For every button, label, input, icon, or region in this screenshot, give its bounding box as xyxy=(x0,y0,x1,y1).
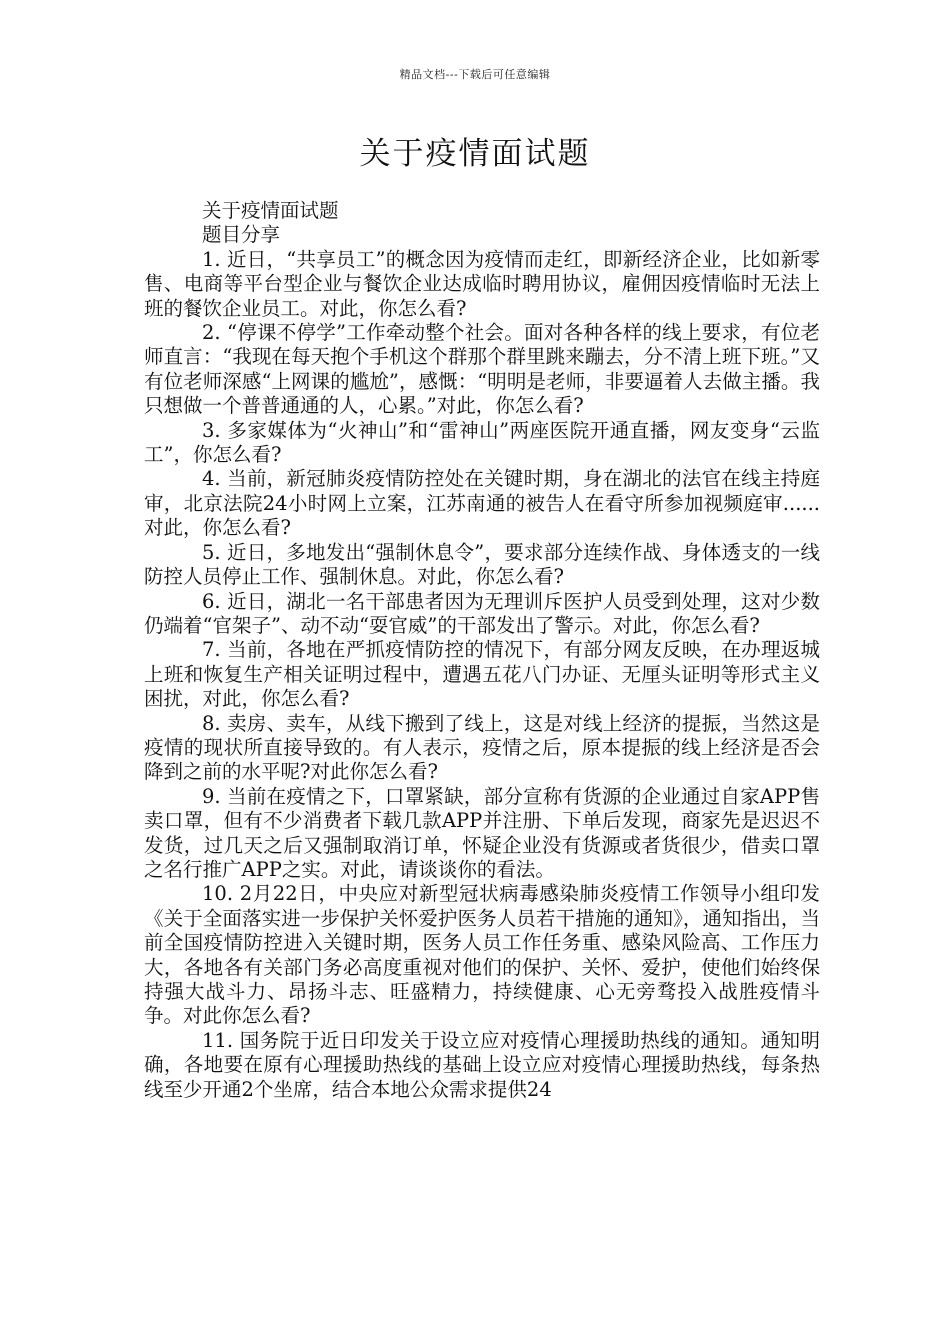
section-label: 题目分享 xyxy=(202,223,281,247)
question-paragraph: 2. “停课不停学”工作牵动整个社会。面对各种各样的线上要求，有位老师直言：“我现在每天抱个手机这个群那个群里跳来蹦去，分不清上班下班。”又有位老师深感“上网课的尴尬”，感慨：“明明是老师，非要逼着人去做主播。我只想做一个普普通通的人，心累。”对此，你怎么看? xyxy=(144,321,820,418)
question-paragraph: 1. 近日，“共享员工”的概念因为疫情而走红，即新经济企业，比如新零售、电商等平台型企业与餐饮企业达成临时聘用协议，雇佣因疫情临时无法上班的餐饮企业员工。对此，你怎么看? xyxy=(144,247,820,320)
question-paragraph: 6. 近日，湖北一名干部患者因为无理训斥医护人员受到处理，这对少数仍端着“官架子”、动不动“耍官威”的干部发出了警示。对此，你怎么看? xyxy=(144,589,820,637)
question-paragraph: 8. 卖房、卖车，从线下搬到了线上，这是对线上经济的提振，当然这是疫情的现状所直接导致的。有人表示，疫情之后，原本提振的线上经济是否会降到之前的水平呢?对此你怎么看? xyxy=(144,711,820,784)
document-title: 关于疫情面试题 xyxy=(359,136,591,172)
question-paragraph: 5. 近日，多地发出“强制休息令”，要求部分连续作战、身体透支的一线防控人员停止工作、强制休息。对此，你怎么看? xyxy=(144,540,820,589)
page-header: 精品文档---下载后可任意编辑 xyxy=(399,68,551,81)
document-subtitle: 关于疫情面试题 xyxy=(202,199,339,222)
question-paragraph: 7. 当前，各地在严抓疫情防控的情况下，有部分网友反映，在办理返城上班和恢复生产相关证明过程中，遭遇五花八门办证、无厘头证明等形式主义困扰，对此，你怎么看? xyxy=(144,638,820,711)
question-paragraph: 4. 当前，新冠肺炎疫情防控处在关键时期，身在湖北的法官在线主持庭审，北京法院24小时网上立案，江苏南通的被告人在看守所参加视频庭审......对此，你怎么看? xyxy=(144,467,820,540)
question-paragraph: 3. 多家媒体为“火神山”和“雷神山”两座医院开通直播，网友变身“云监工”，你怎么看? xyxy=(144,418,820,467)
question-paragraph: 9. 当前在疫情之下，口罩紧缺，部分宣称有货源的企业通过自家APP售卖口罩，但有不少消费者下载几款APP并注册、下单后发现，商家先是迟迟不发货，过几天之后又强制取消订单，怀疑企业没有货源或者货很少，借卖口罩之名行推广APP之实。对此，请谈谈你的看法。 xyxy=(144,784,820,881)
question-paragraph: 10. 2月22日，中央应对新型冠状病毒感染肺炎疫情工作领导小组印发《关于全面落实进一步保护关怀爱护医务人员若干措施的通知》，通知指出，当前全国疫情防控进入关键时期，医务人员工作任务重、感染风险高、工作压力大，各地各有关部门务必高度重视对他们的保护、关怀、爱护，使他们始终保持强大战斗力、昂扬斗志、旺盛精力，持续健康、心无旁骛投入战胜疫情斗争。对此你怎么看? xyxy=(144,882,820,1028)
document-body xyxy=(144,199,820,1102)
question-paragraph: 11. 国务院于近日印发关于设立应对疫情心理援助热线的通知。通知明确，各地要在原有心理援助热线的基础上设立应对疫情心理援助热线，每条热线至少开通2个坐席，结合本地公众需求提供24 xyxy=(144,1028,820,1101)
